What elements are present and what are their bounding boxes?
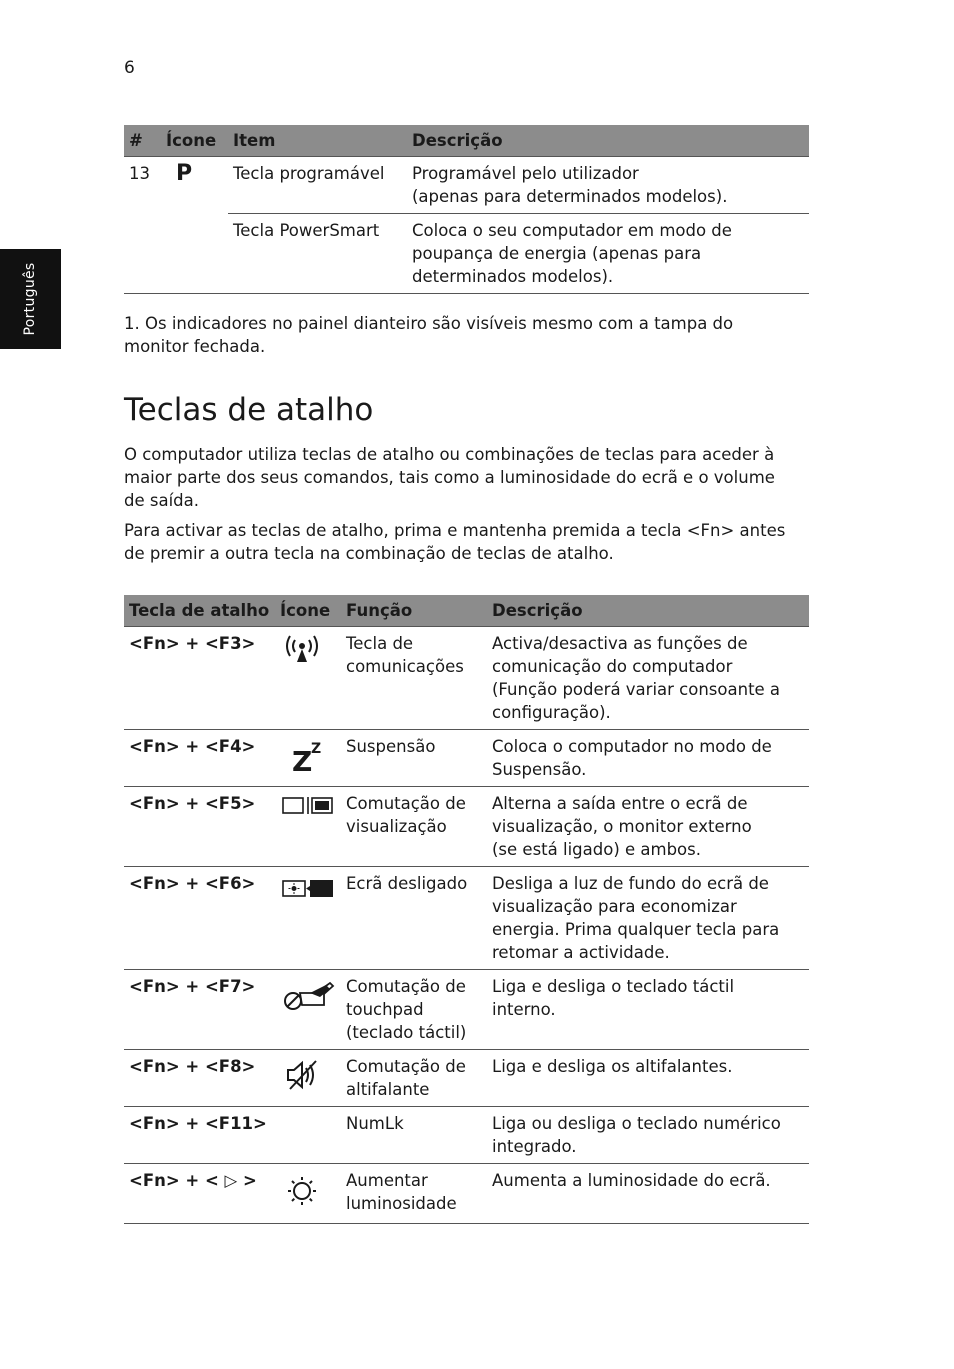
function-cell: Comutação de visualização xyxy=(341,787,487,867)
wireless-communication-icon xyxy=(275,627,341,730)
hotkey-cell: <Fn> + <F11> xyxy=(124,1107,275,1164)
table-row xyxy=(124,1050,809,1107)
language-side-tab xyxy=(0,249,61,349)
table-row xyxy=(124,157,809,214)
function-cell: Comutação de touchpad (teclado táctil) xyxy=(341,970,487,1050)
table-row xyxy=(124,867,809,970)
table-row xyxy=(124,787,809,867)
key-table xyxy=(124,125,809,294)
header-hotkey: Tecla de atalho xyxy=(124,595,275,627)
table-row xyxy=(124,970,809,1050)
screen-off-icon xyxy=(275,867,341,970)
fn-key-label: <Fn> xyxy=(686,521,735,540)
sleep-zz-icon xyxy=(275,730,341,787)
table-row xyxy=(124,730,809,787)
header-icon: Ícone xyxy=(161,125,228,157)
function-cell: Ecrã desligado xyxy=(341,867,487,970)
display-toggle-icon xyxy=(275,787,341,867)
desc-cell: Liga e desliga o teclado táctil interno. xyxy=(487,970,809,1050)
hotkey-cell: <Fn> + <F5> xyxy=(124,787,275,867)
header-desc: Descrição xyxy=(487,595,809,627)
touchpad-toggle-icon xyxy=(275,970,341,1050)
table-row xyxy=(124,214,809,294)
row-item: Tecla programável xyxy=(228,157,407,214)
side-tab-label: Português xyxy=(22,262,38,336)
desc-cell: Liga ou desliga o teclado numérico integrado. xyxy=(487,1107,809,1164)
hotkey-cell: <Fn> + <F6> xyxy=(124,867,275,970)
table-header-row xyxy=(124,125,809,157)
hotkey-cell: <Fn> + <F8> xyxy=(124,1050,275,1107)
section-heading: Teclas de atalho xyxy=(124,392,374,428)
header-item: Item xyxy=(228,125,407,157)
row-num: 13 xyxy=(129,164,150,183)
function-cell: Suspensão xyxy=(341,730,487,787)
brightness-up-icon xyxy=(275,1164,341,1224)
header-icon: Ícone xyxy=(275,595,341,627)
desc-cell: Coloca o computador no modo de Suspensão. xyxy=(487,730,809,787)
desc-cell: Aumenta a luminosidade do ecrã. xyxy=(487,1164,809,1224)
hotkey-cell: <Fn> + <F7> xyxy=(124,970,275,1050)
row-desc: Programável pelo utilizador (apenas para determinados modelos). xyxy=(407,157,809,214)
hotkey-table xyxy=(124,595,809,1224)
function-cell: Tecla de comunicações xyxy=(341,627,487,730)
hotkey-cell: <Fn> + < ▷ > xyxy=(124,1164,275,1224)
desc-cell: Desliga a luz de fundo do ecrã de visualização para economizar energia. Prima qualquer tecla para retomar a actividade. xyxy=(487,867,809,970)
function-cell: NumLk xyxy=(341,1107,487,1164)
desc-cell: Activa/desactiva as funções de comunicação do computador (Função poderá variar consoante a configuração). xyxy=(487,627,809,730)
header-function: Função xyxy=(341,595,487,627)
svg-text:Z: Z xyxy=(292,745,313,775)
desc-cell: Alterna a saída entre o ecrã de visualização, o monitor externo (se está ligado) e ambos. xyxy=(487,787,809,867)
intro-paragraph: O computador utiliza teclas de atalho ou combinações de teclas para aceder à maior parte dos seus comandos, tais como a luminosidade do ecrã e o volume de saída. xyxy=(124,445,775,510)
table-row xyxy=(124,1107,809,1164)
footnote: 1. Os indicadores no painel dianteiro são visíveis mesmo com a tampa do monitor fechada. xyxy=(124,314,734,356)
row-item: Tecla PowerSmart xyxy=(228,214,407,294)
table-row xyxy=(124,627,809,730)
function-cell: Comutação de altifalante xyxy=(341,1050,487,1107)
table-row xyxy=(124,1164,809,1224)
instruction-paragraph: Para activar as teclas de atalho, prima e mantenha premida a tecla <Fn> antes de premir a outra tecla na combinação de teclas de atalho. xyxy=(124,521,786,563)
hotkey-cell: <Fn> + <F3> xyxy=(124,627,275,730)
function-cell: Aumentar luminosidade xyxy=(341,1164,487,1224)
svg-text:Z: Z xyxy=(311,741,322,757)
row-desc: Coloca o seu computador em modo de poupança de energia (apenas para determinados modelos). xyxy=(407,214,809,294)
page-number: 6 xyxy=(124,58,135,78)
speaker-mute-icon xyxy=(275,1050,341,1107)
table-header-row xyxy=(124,595,809,627)
header-num: # xyxy=(124,125,161,157)
hotkey-cell: <Fn> + <F4> xyxy=(124,730,275,787)
p-key-icon: P xyxy=(176,161,193,186)
desc-cell: Liga e desliga os altifalantes. xyxy=(487,1050,809,1107)
header-desc: Descrição xyxy=(407,125,809,157)
